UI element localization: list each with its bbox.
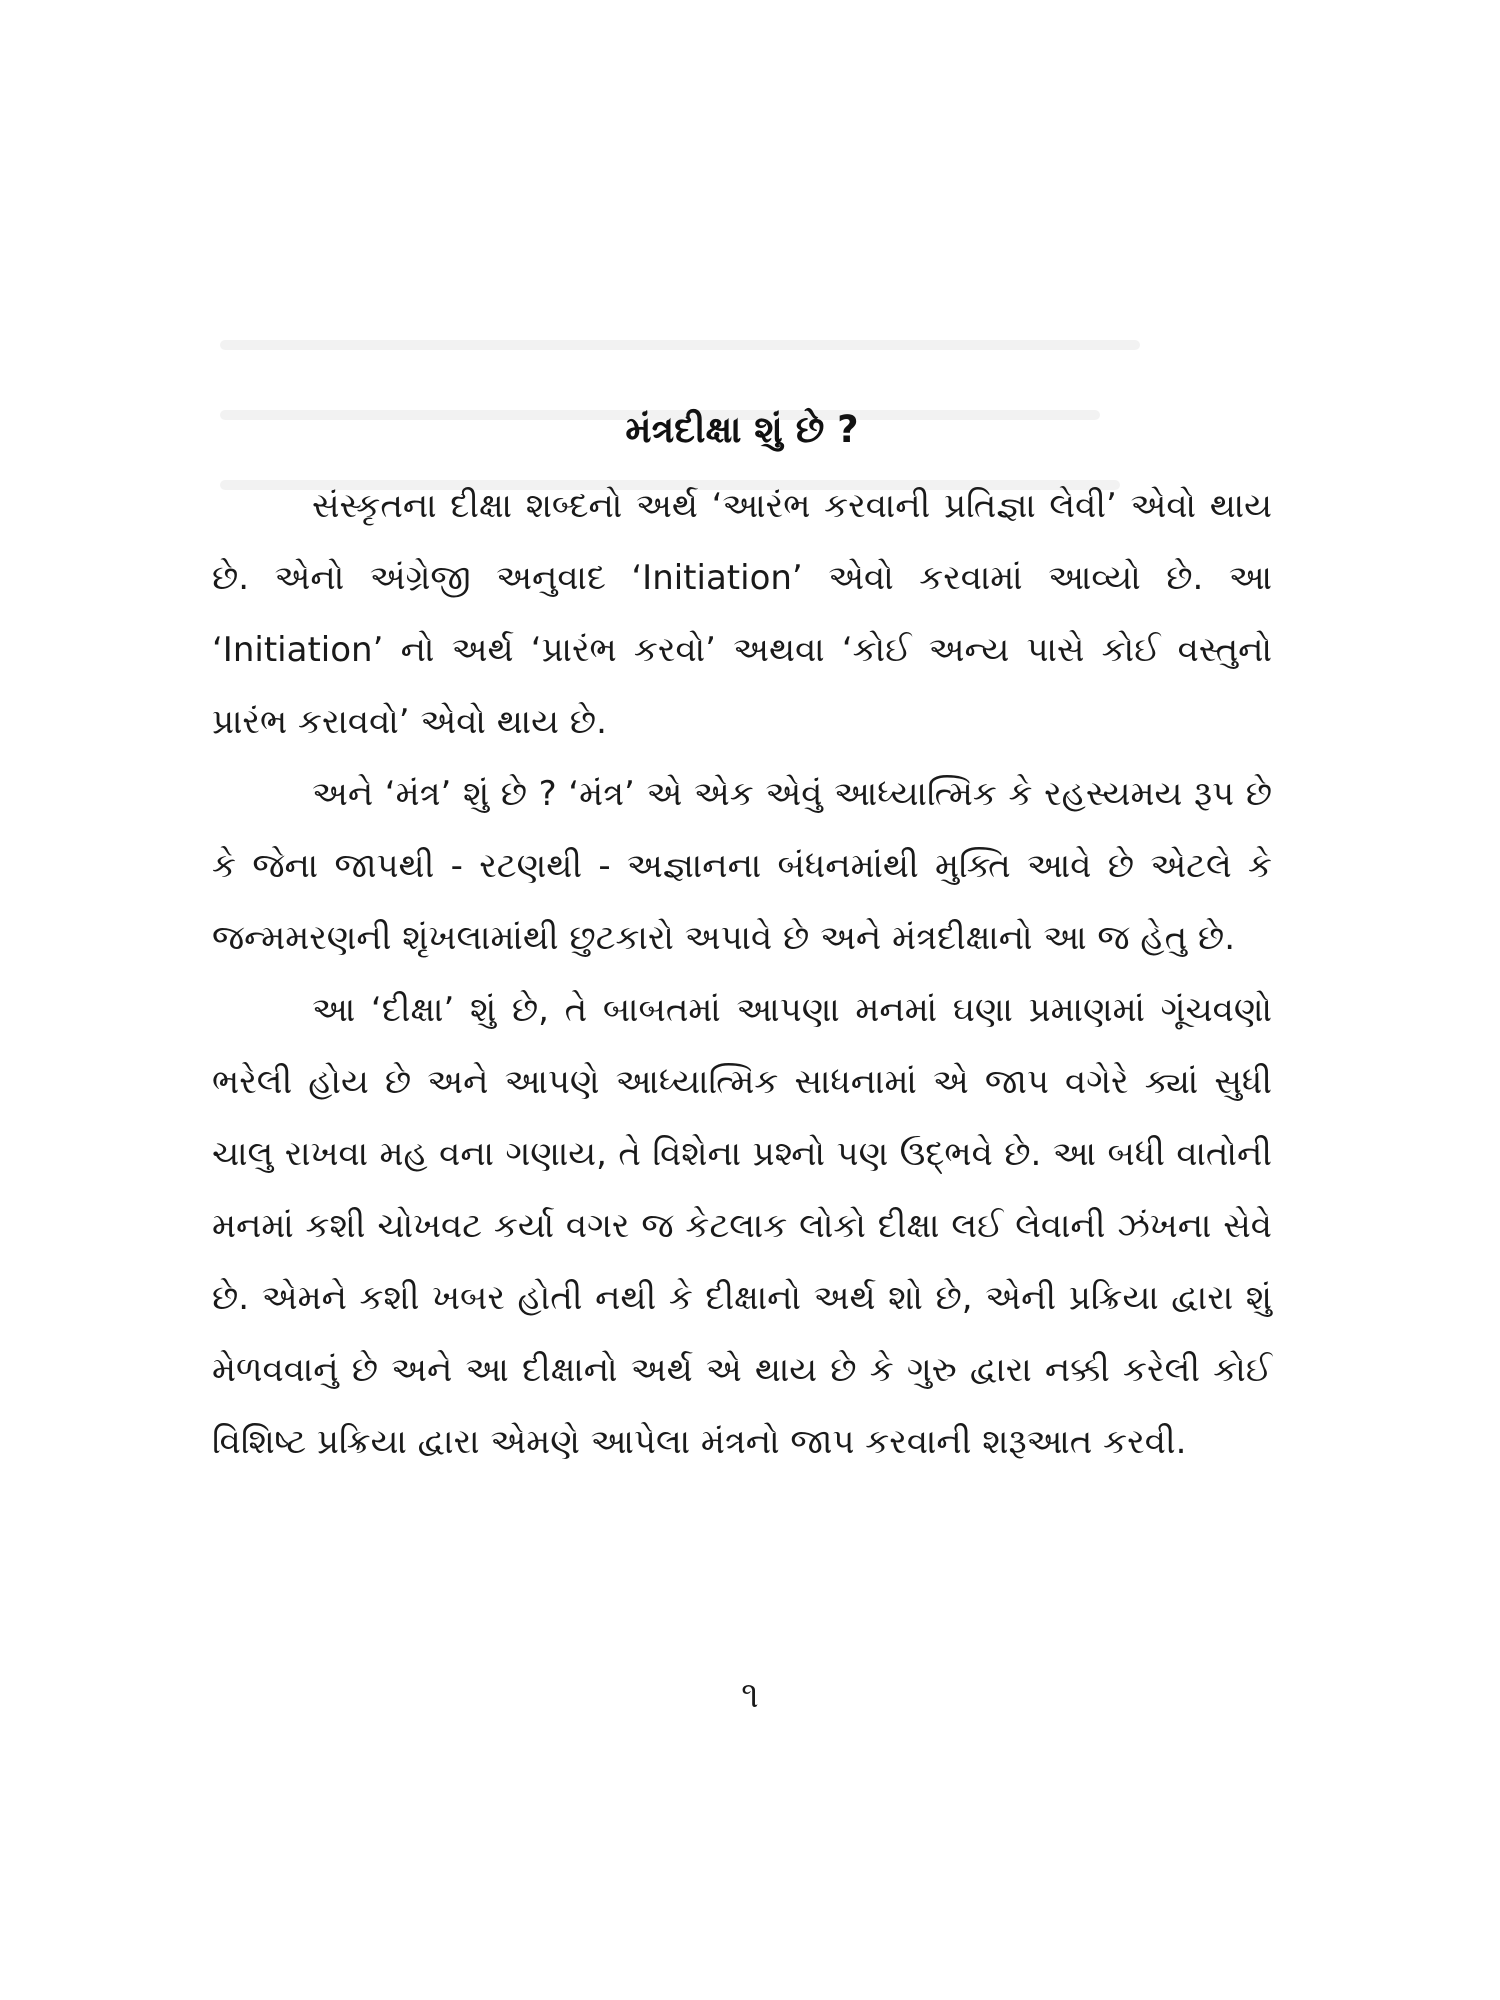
paragraph-3: આ ‘દીક્ષા’ શું છે, તે બાબતમાં આપણા મનમાં ઘણા પ્રમાણમાં ગૂંચવણો ભરેલી હોય છે અને આપણે આધ્યાત્મિક સાધનામાં એ જાપ વગેરે ક્યાં સુધી ચાલુ રાખવા મહ વના ગણાય, તે વિશેના પ્રશ્નો પણ ઉદ્ભવે છે. આ બધી વાતોની મનમાં કશી ચોખવટ કર્યા વગર જ કેટલાક લોકો દીક્ષા લઈ લેવાની ઝંખના સેવે છે. એમને કશી ખબર હોતી નથી કે દીક્ષાનો અર્થ શો છે, એની પ્રક્રિયા દ્વારા શું મેળવવાનું છે અને આ દીક્ષાનો અર્થ એ થાય છે કે ગુરુ દ્વારા નક્કી કરેલી કોઈ વિશિષ્ટ પ્રક્રિયા દ્વારા એમણે આપેલા મંત્રનો જાપ કરવાની શરૂઆત કરવી. (212, 990, 1272, 1462)
page-title: મંત્રદીક્ષા શું છે ? (625, 408, 859, 451)
paragraph-1: સંસ્કૃતના દીક્ષા શબ્દનો અર્થ ‘આરંભ કરવાની પ્રતિજ્ઞા લેવી’ એવો થાય છે. એનો અંગ્રેજી અનુવાદ ‘Initiation’ એવો કરવામાં આવ્યો છે. આ ‘Initiation’ નો અર્થ ‘પ્રારંભ કરવો’ અથવા ‘કોઈ અન્ય પાસે કોઈ વસ્તુનો પ્રારંભ કરાવવો’ એવો થાય છે. (212, 486, 1272, 742)
page-body (212, 400, 1272, 1478)
page-number: ૧ (741, 1675, 759, 1716)
bleed-through-line (220, 340, 1140, 350)
paragraph-2: અને ‘મંત્ર’ શું છે ? ‘મંત્ર’ એ એક એવું આધ્યાત્મિક કે રહસ્યમય રૂપ છે કે જેના જાપથી - રટણથી - અજ્ઞાનના બંધનમાંથી મુક્તિ આવે છે એટલે કે જન્મમરણની શૃંખલામાંથી છુટકારો અપાવે છે અને મંત્રદીક્ષાનો આ જ હેતુ છે. (212, 774, 1272, 958)
